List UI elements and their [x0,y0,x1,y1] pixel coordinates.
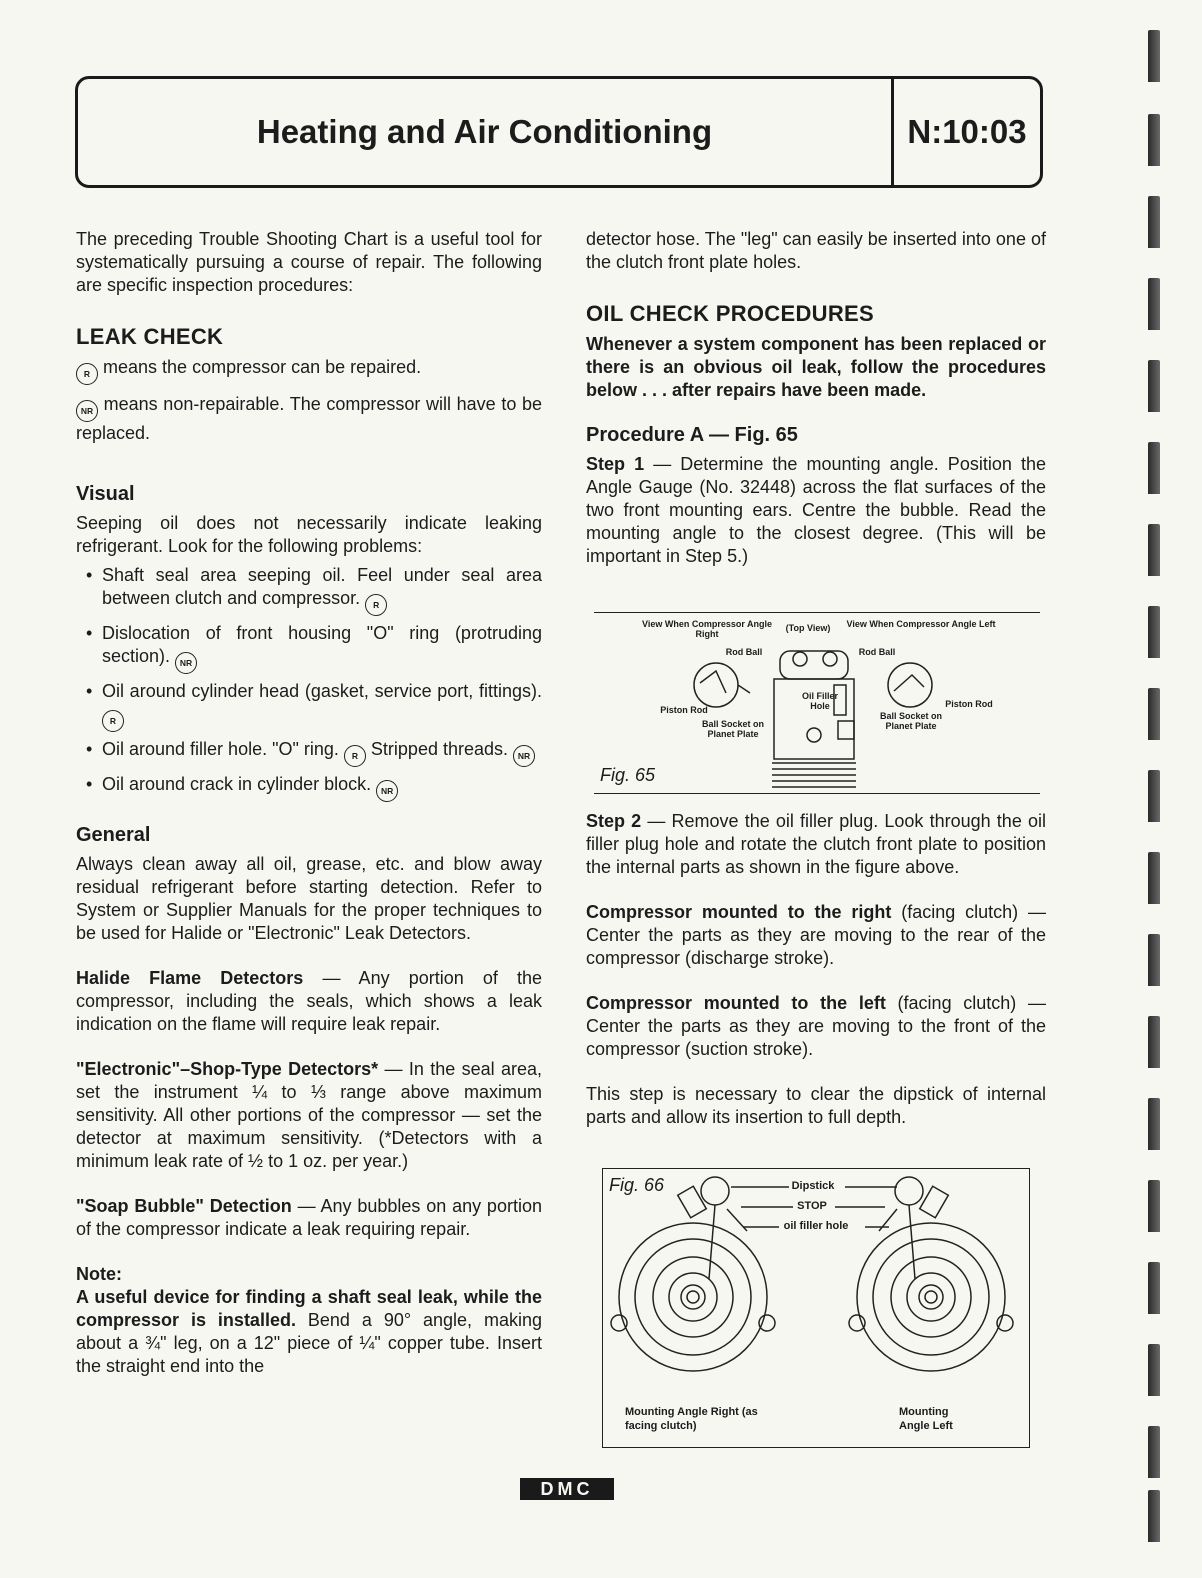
repairable-symbol: R [76,363,98,385]
fig65-drawing [594,613,1040,795]
figure-65-label: Fig. 65 [600,765,656,785]
fig65-piston-rod-right: Piston Rod [945,699,993,709]
page-header [75,76,1043,188]
fig66-stop: STOP [797,1200,827,1212]
visual-heading: Visual [76,483,135,505]
fig65-rod-ball-left: Rod Ball [725,647,763,657]
list-item: • Shaft seal area seeping oil. Feel under seal area between clutch and compressor. R [76,564,542,616]
r-definition: R means the compressor can be repaired. [76,356,542,385]
electronic-paragraph: "Electronic"–Shop-Type Detectors* — In the seal area, set the instrument ¼ to ⅓ range above maximum sensitivity. All other portions of the compressor — set the detector at maximum sensitivity. (*Detectors with a minimum leak rate of ½ to 1 oz. per year.) [76,1059,542,1171]
repairable-symbol: R [102,710,124,732]
non-repairable-symbol: NR [175,652,197,674]
visual-text: Seeping oil does not necessarily indicate leaking refrigerant. Look for the following problems: [76,513,542,556]
fig65-socket-left: Ball Socket on Planet Plate [701,719,764,739]
step1-paragraph: Step 1 — Determine the mounting angle. Position the Angle Gauge (No. 32448) across the flat surfaces of the two front mounting ears. Centre the bubble. Read the mounting angle to the closest degree. (This will be important in Step 5.) [586,454,1046,566]
oil-check-intro: Whenever a system component has been replaced or there is an obvious oil leak, follow the procedures below . . . after repairs have been made. [586,334,1046,400]
fig65-socket-right: Ball Socket on Planet Plate [879,711,942,731]
step-note-paragraph: This step is necessary to clear the dipstick of internal parts and allow its insertion to full depth. [586,1084,1046,1127]
figure-66 [602,1168,1030,1448]
mounted-left-paragraph: Compressor mounted to the left (facing clutch) — Center the parts as they are moving to the front of the compressor (suction stroke). [586,993,1046,1059]
leak-check-heading: LEAK CHECK [76,324,224,349]
fig66-drawing [603,1169,1031,1449]
fig66-oil-filler-hole: oil filler hole [783,1220,849,1232]
general-text: Always clean away all oil, grease, etc. and blow away residual refrigerant before starting detection. Refer to System or Supplier Manuals for the proper techniques to be used for Halide or "Electronic" Leak Detectors. [76,854,542,943]
non-repairable-symbol: NR [513,745,535,767]
fig65-rod-ball-right: Rod Ball [858,647,896,657]
section-code: N:10:03 [907,113,1027,150]
page-title: Heating and Air Conditioning [256,113,713,150]
intro-paragraph: The preceding Trouble Shooting Chart is a useful tool for systematically pursuing a course of repair. The following are specific inspection procedures: [76,229,542,295]
list-item: • Oil around crack in cylinder block. NR [76,773,542,802]
fig65-top-view: (Top View) [785,623,831,633]
fig65-oil-filler: Oil Filler Hole [801,691,838,711]
fig65-view-left: View When Compressor Angle Left [846,619,996,629]
dmc-logo: DMC [520,1478,614,1500]
problem-list [76,564,542,802]
list-item: • Oil around cylinder head (gasket, service port, fittings). R [76,680,542,732]
fig65-piston-rod-left: Piston Rod [660,705,708,715]
general-heading: General [76,824,151,846]
oil-check-heading: OIL CHECK PROCEDURES [586,301,874,326]
fig66-dipstick: Dipstick [791,1180,835,1192]
repairable-symbol: R [365,594,387,616]
repairable-symbol: R [344,745,366,767]
nr-definition: NR means non-repairable. The compressor will have to be replaced. [76,394,542,443]
left-column [76,228,542,1378]
note-paragraph: A useful device for finding a shaft seal leak, while the compressor is installed. Bend a 90° angle, making about a ¾" leg, on a 12" piece of ¼" copper tube. Insert the straight end into the [76,1287,542,1376]
figure-65 [594,612,1040,794]
continued-text: detector hose. The "leg" can easily be inserted into one of the clutch front plate holes. [586,229,1046,272]
fig66-mount-left: Mounting Angle Left [899,1406,953,1432]
step2-paragraph: Step 2 — Remove the oil filler plug. Look through the oil filler plug hole and rotate the clutch front plate to position the internal parts as shown in the figure above. [586,811,1046,877]
figure-66-label: Fig. 66 [609,1175,665,1195]
fig66-mount-right: Mounting Angle Right (as facing clutch) [625,1406,758,1432]
mounted-right-paragraph: Compressor mounted to the right (facing clutch) — Center the parts as they are moving to the rear of the compressor (discharge stroke). [586,902,1046,968]
procedure-a-heading: Procedure A — Fig. 65 [586,424,798,446]
note-heading: Note: [76,1264,122,1284]
non-repairable-symbol: NR [76,400,98,422]
right-column-lower [586,810,1046,1129]
list-item: • Dislocation of front housing "O" ring (protruding section). NR [76,622,542,674]
list-item: • Oil around filler hole. "O" ring. R Stripped threads. NR [76,738,542,767]
halide-paragraph: Halide Flame Detectors — Any portion of the compressor, including the seals, which shows a leak indication on the flame will require leak repair. [76,968,542,1034]
right-column [586,228,1046,568]
fig65-view-right: View When Compressor Angle Right [641,619,773,639]
soap-paragraph: "Soap Bubble" Detection — Any bubbles on any portion of the compressor indicate a leak requiring repair. [76,1196,542,1239]
non-repairable-symbol: NR [376,780,398,802]
